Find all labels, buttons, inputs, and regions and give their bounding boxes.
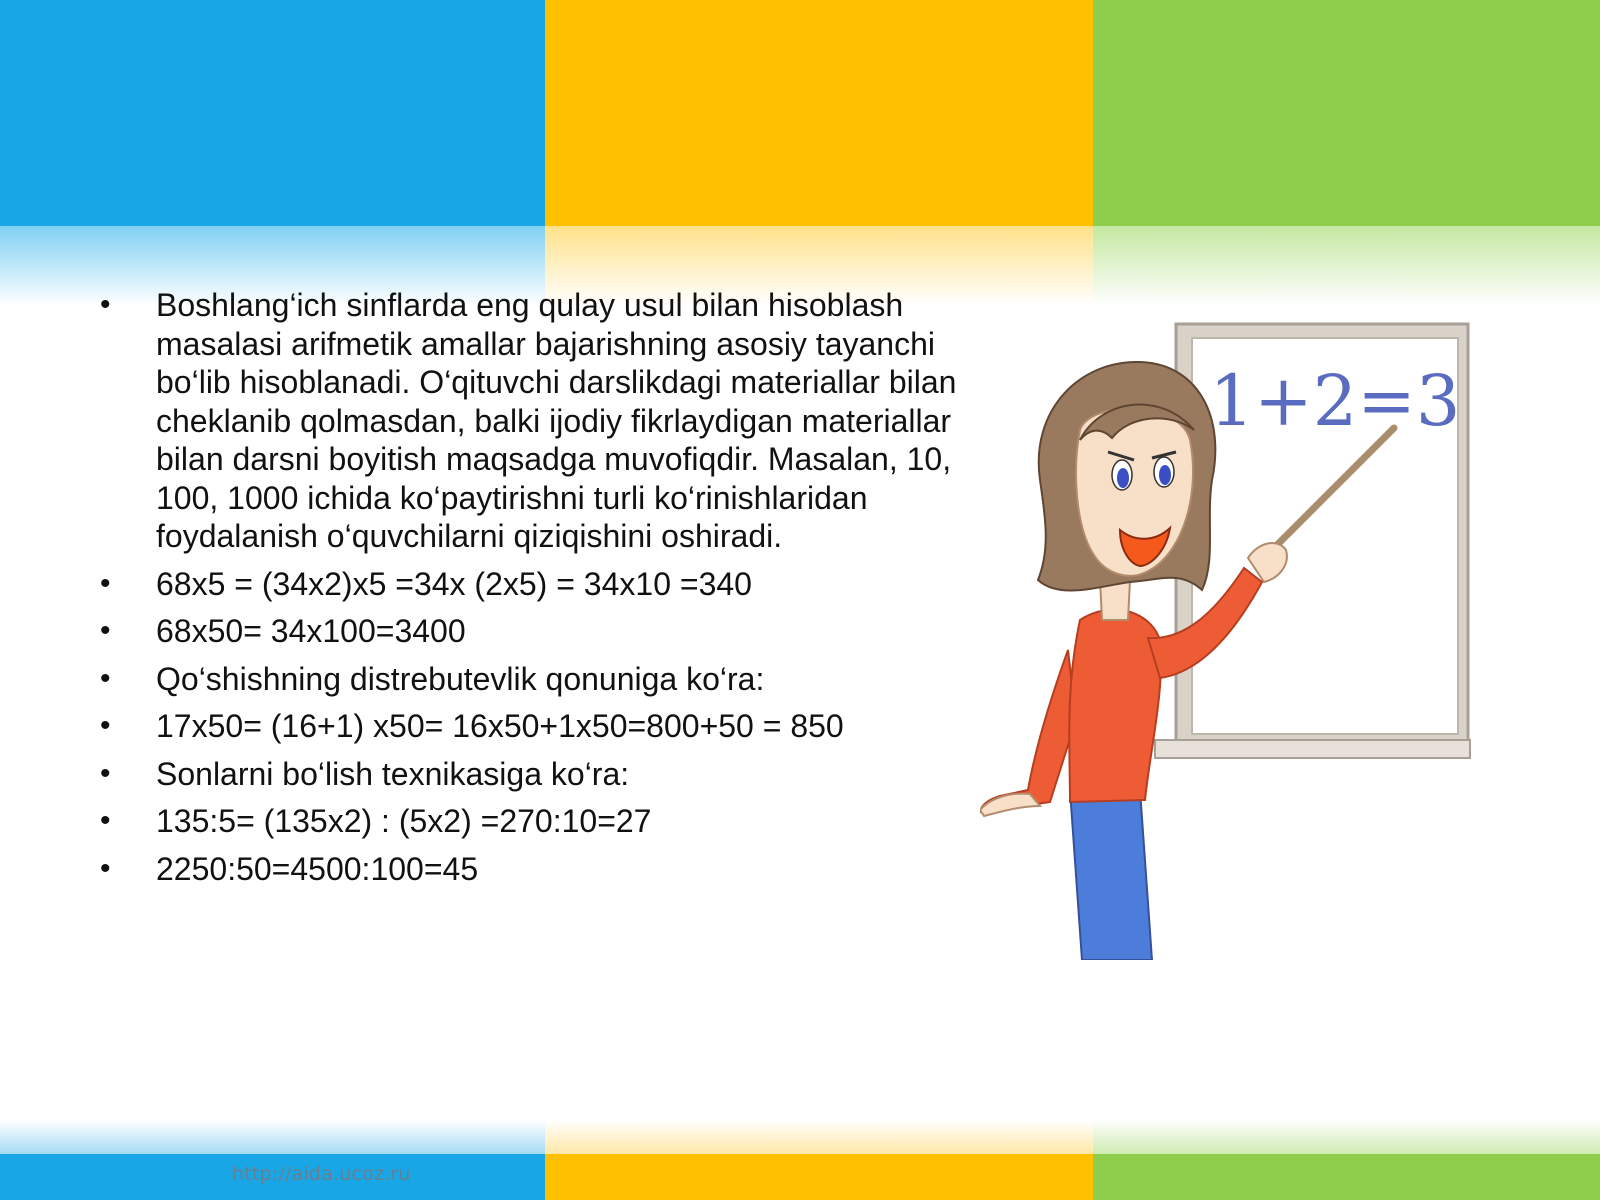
bullet-item: • 17x50= (16+1) x50= 16x50+1x50=800+50 = 850 xyxy=(92,707,972,746)
teacher-illustration xyxy=(980,320,1500,960)
bottom-band-yellow xyxy=(545,1154,1093,1200)
board-equation: 1+2=3 xyxy=(1209,360,1461,442)
bullet-list xyxy=(92,286,972,897)
teacher-hand xyxy=(980,794,1040,816)
bottom-band-fade xyxy=(0,1120,1600,1156)
top-color-band xyxy=(0,0,1600,228)
bullet-item: • Sonlarni bo‘lish texnikasiga ko‘ra: xyxy=(92,755,972,794)
top-band-blue xyxy=(0,0,545,228)
source-url: http://aida.ucoz.ru xyxy=(232,1163,411,1185)
bullet-item: • Boshlang‘ich sinflarda eng qulay usul bilan hisoblash masalasi arifmetik amallar bajarishning asosiy tayanchi bo‘lib hisoblanadi. O‘qituvchi darslikdagi materiallar bilan cheklanib qolmasdan, balki ijodiy fikrlaydigan materiallar bilan darsni boyitish maqsadga muvofiqdir. Masalan, 10, 100, 1000 ichida ko‘paytirishni turli ko‘rinishlaridan foydalanish o‘quvchilarni qiziqishini oshiradi. xyxy=(92,286,972,556)
bullet-item: • 2250:50=4500:100=45 xyxy=(92,850,972,889)
bullet-item: • 68x5 = (34x2)x5 =34x (2x5) = 34x10 =340 xyxy=(92,565,972,604)
bullet-item: • Qo‘shishning distrebutevlik qonuniga ko‘ra: xyxy=(92,660,972,699)
bottom-band-green xyxy=(1093,1154,1600,1200)
top-band-yellow xyxy=(545,0,1093,228)
top-band-green xyxy=(1093,0,1600,228)
bullet-item: • 68x50= 34x100=3400 xyxy=(92,612,972,651)
teacher-skirt xyxy=(1070,790,1152,960)
bullet-item: • 135:5= (135x2) : (5x2) =270:10=27 xyxy=(92,802,972,841)
